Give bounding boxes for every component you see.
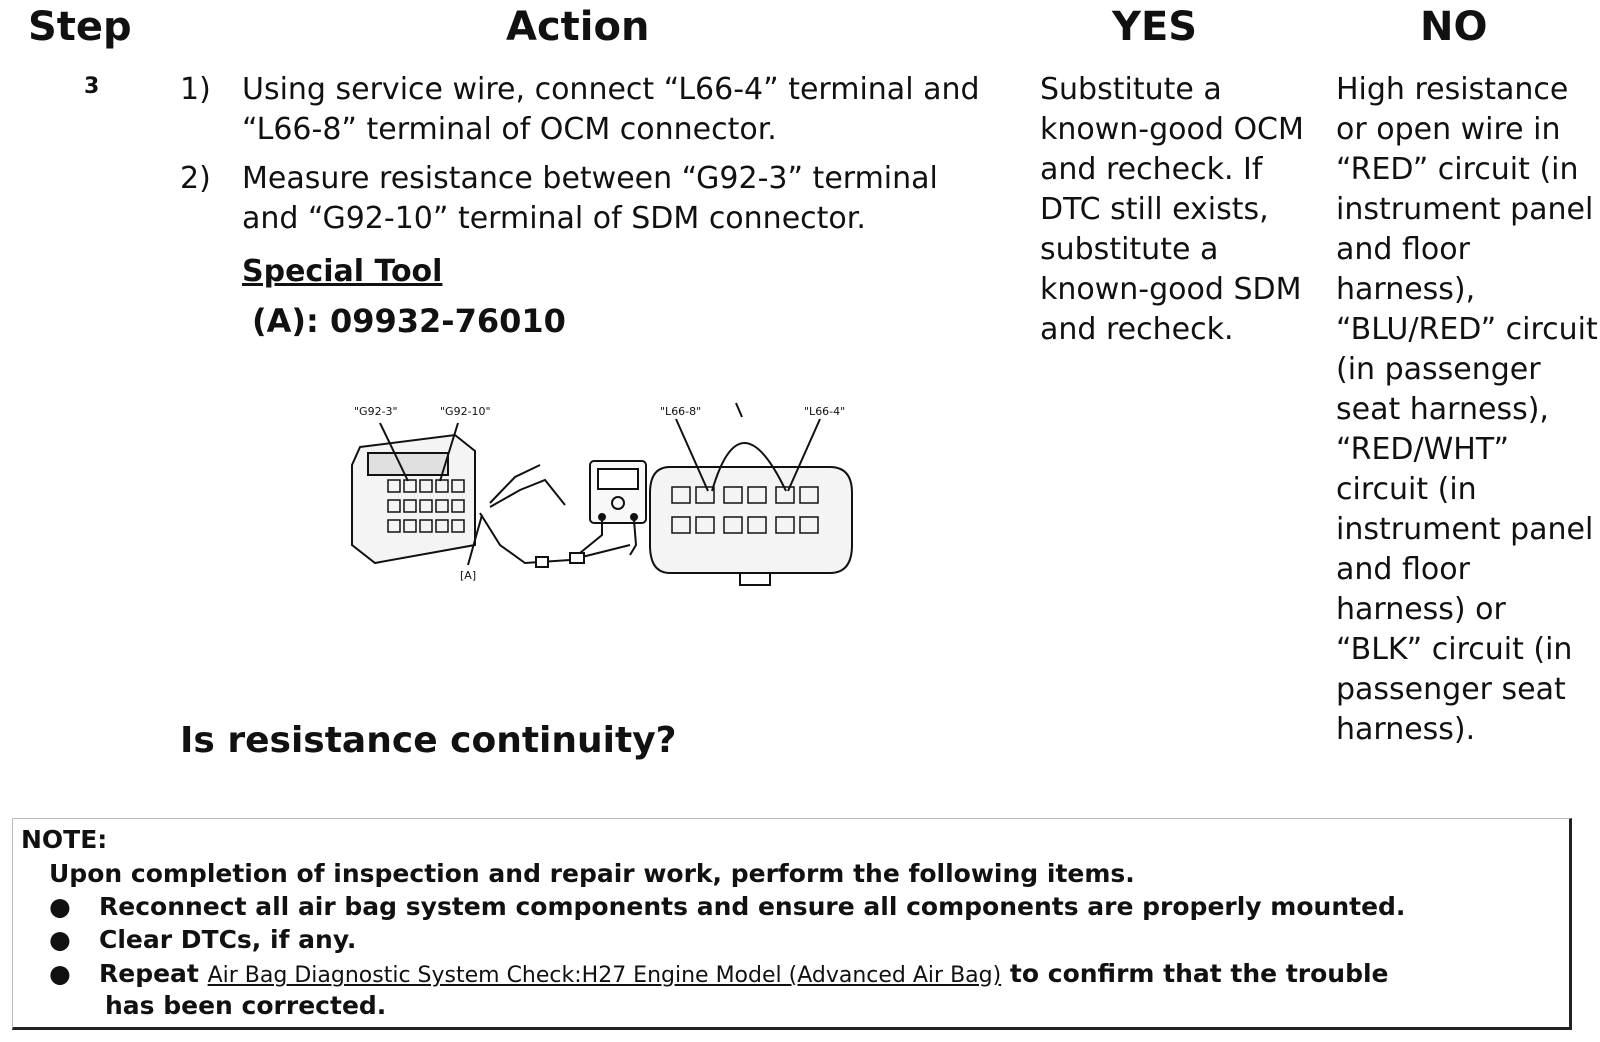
note-item (49, 959, 1389, 988)
note-item-suffix: to confirm that the trouble (1009, 959, 1389, 988)
header-step: Step (28, 4, 132, 50)
bullet-icon: ● (49, 892, 71, 921)
special-tool-code: (A): 09932-76010 (252, 302, 566, 340)
connector-diagram (340, 395, 900, 610)
action-number: 1) (180, 72, 211, 107)
yes-result: Substitute a known-good OCM and recheck. If DTC still exists, substitute a known-good SDM and recheck. (1040, 72, 1304, 347)
note-item-prefix: Repeat (99, 959, 199, 988)
header-action: Action (506, 4, 650, 50)
note-intro: Upon completion of inspection and repair work, perform the following items. (49, 859, 1135, 888)
header-yes: YES (1112, 4, 1198, 50)
action-item-2 (180, 159, 1000, 239)
header-no: NO (1420, 4, 1488, 50)
ocm-connector (650, 467, 852, 573)
label-g92-10: "G92-10" (440, 405, 491, 418)
no-result: High resistance or open wire in “RED” circuit (in instrument panel and floor harness), “BLU/RED” circuit (in passenger seat harness), “RED/WHT” circuit (in instrument panel and floor harness) or “BLK” circuit (in passenger seat harness). (1336, 72, 1598, 747)
label-l66-4: "L66-4" (804, 405, 846, 418)
action-text: Measure resistance between “G92-3” terminal and “G92-10” terminal of SDM connector. (242, 161, 938, 236)
note-title: NOTE: (21, 825, 108, 854)
note-item-text: Clear DTCs, if any. (99, 925, 357, 954)
note-item (49, 925, 356, 954)
action-number: 2) (180, 161, 211, 196)
special-tool-title: Special Tool (242, 254, 443, 289)
bullet-icon: ● (49, 959, 71, 988)
question-text: Is resistance continuity? (180, 720, 677, 761)
label-l66-8: "L66-8" (660, 405, 702, 418)
action-item-1 (180, 70, 1000, 150)
note-item-continuation: has been corrected. (105, 991, 387, 1020)
label-tool-a: [A] (460, 569, 477, 582)
step-number: 3 (84, 74, 100, 99)
action-text: Using service wire, connect “L66-4” terminal and “L66-8” terminal of OCM connector. (242, 72, 980, 147)
note-item-text: Reconnect all air bag system components and ensure all components are properly mounted. (99, 892, 1406, 921)
label-g92-3: "G92-3" (354, 405, 398, 418)
note-box (12, 818, 1572, 1030)
diagnostic-check-link[interactable]: Air Bag Diagnostic System Check:H27 Engine Model (Advanced Air Bag) (207, 963, 1002, 988)
note-item (49, 892, 1405, 921)
bullet-icon: ● (49, 925, 71, 954)
